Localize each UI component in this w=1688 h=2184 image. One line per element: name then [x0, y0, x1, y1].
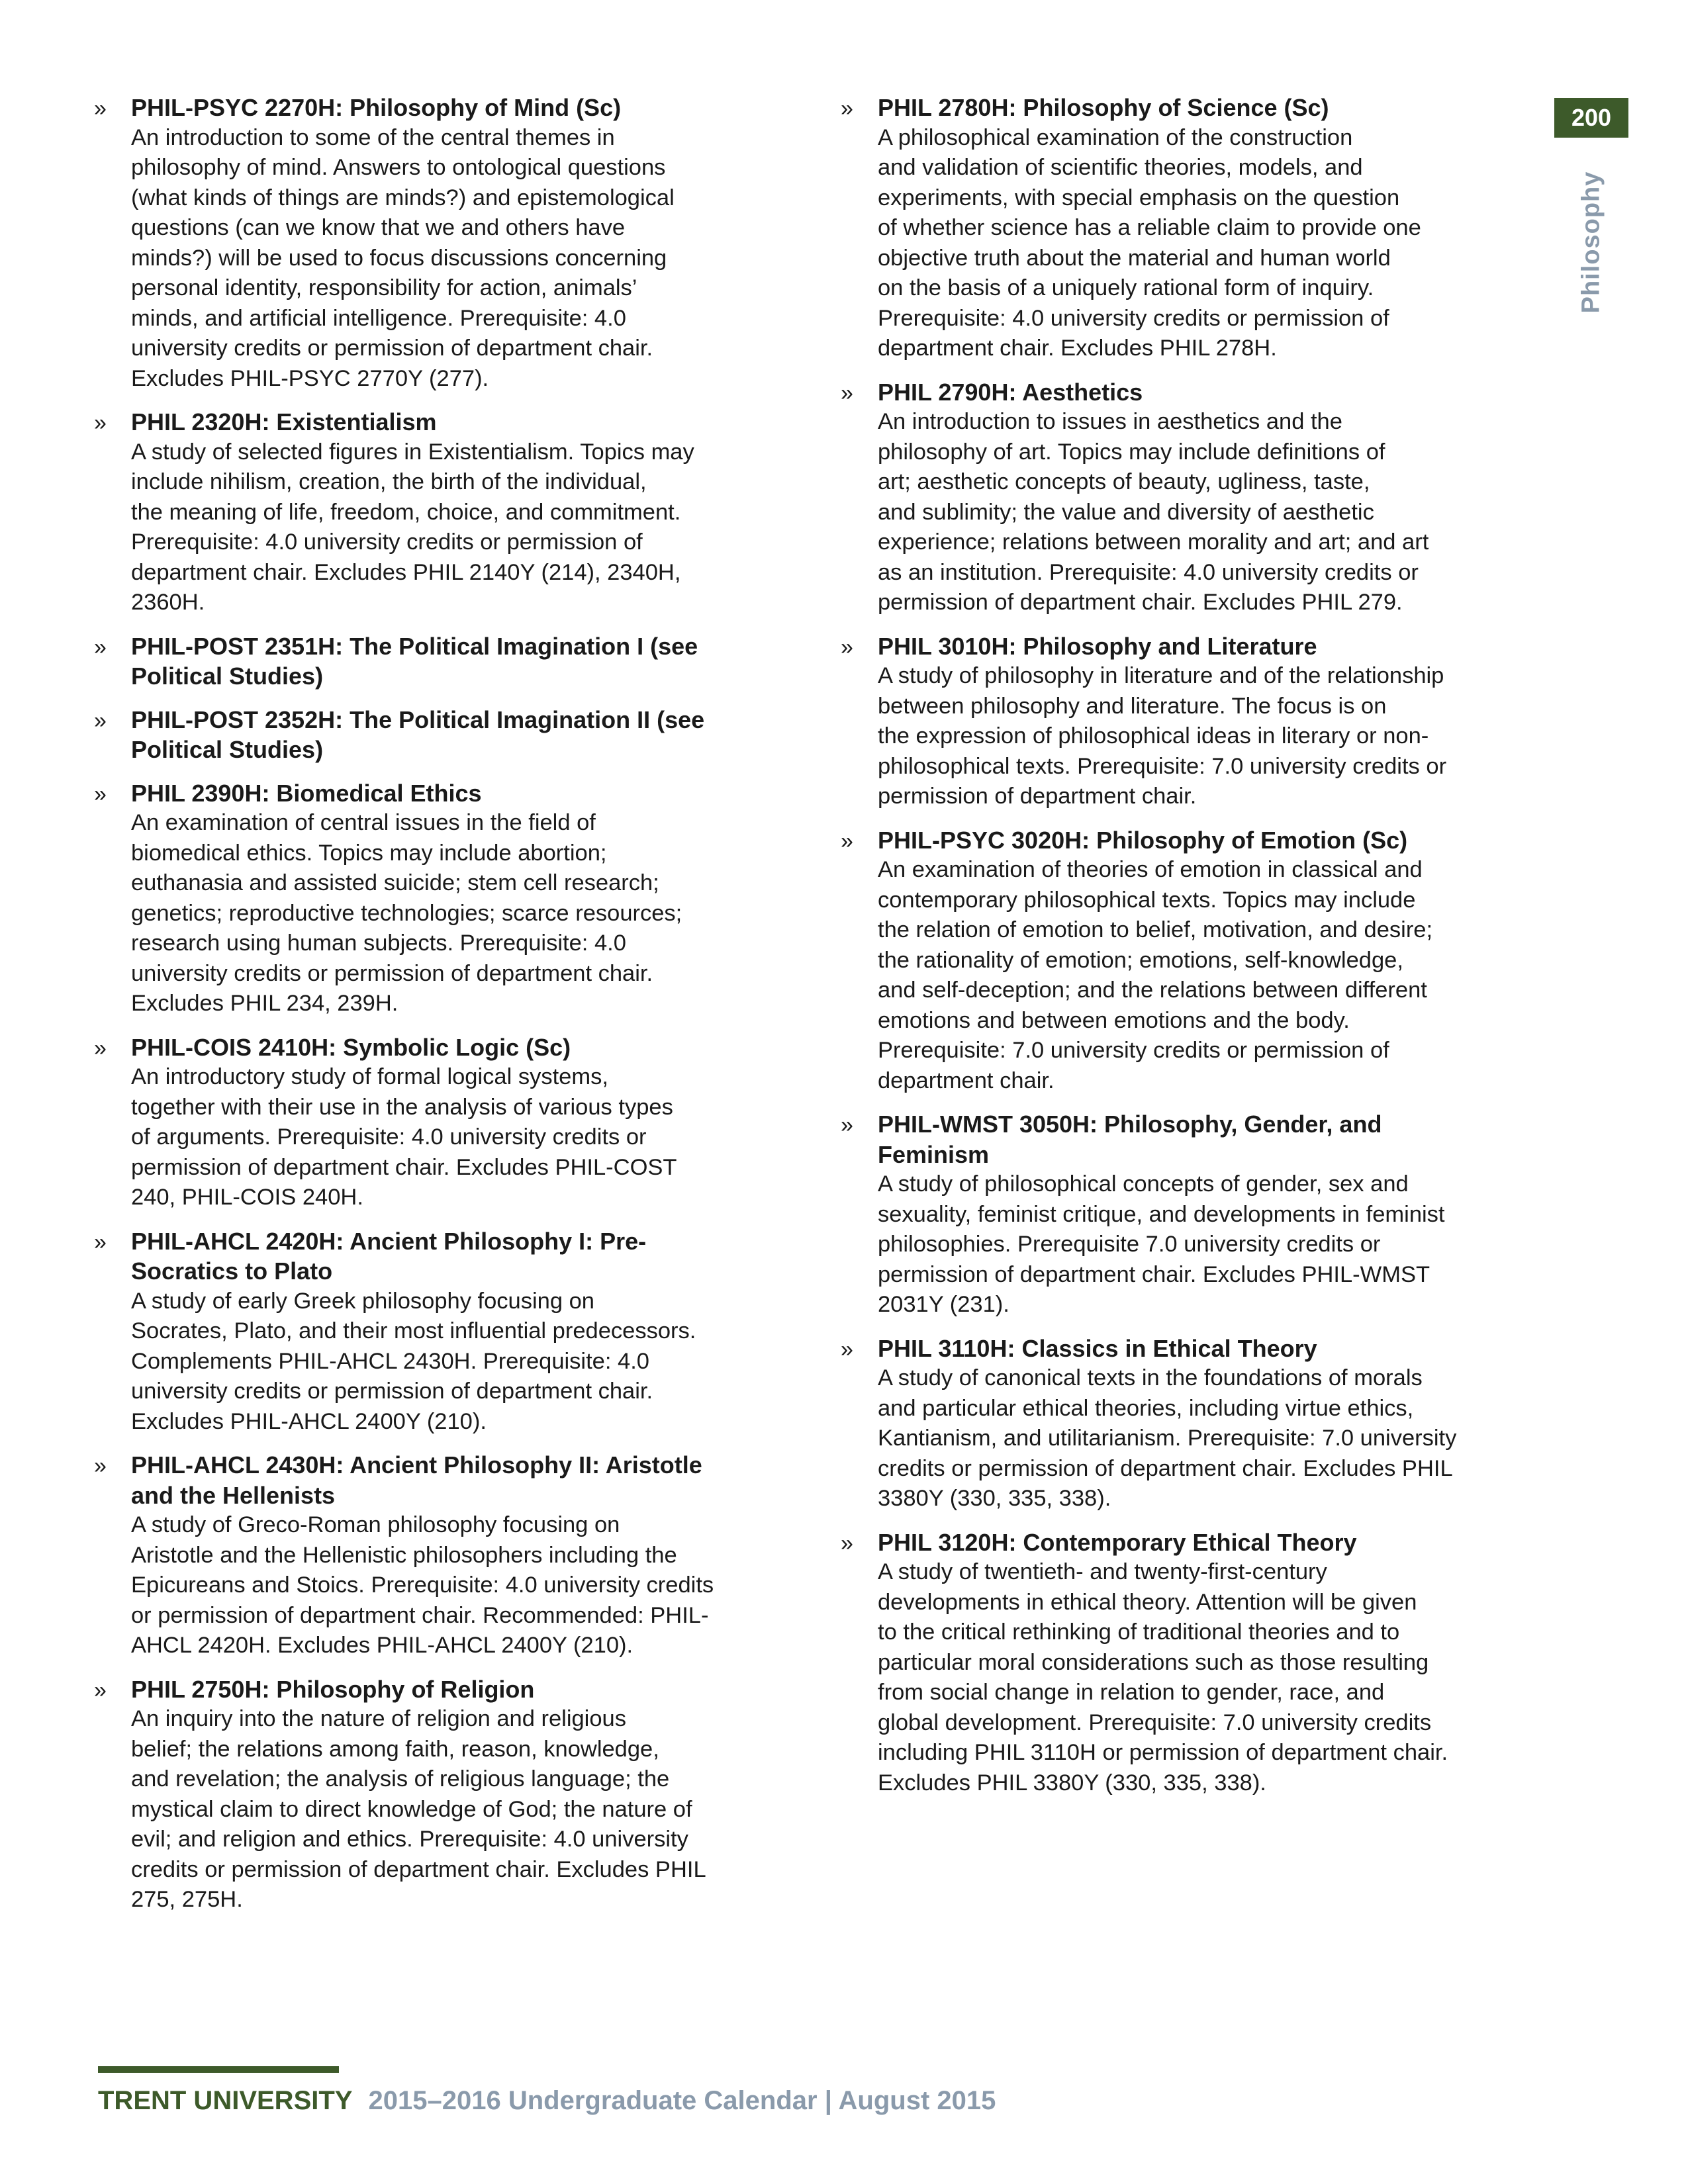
- course-description-line: credits or permission of department chair. Excludes PHIL: [131, 1856, 706, 1882]
- course-description-line: minds?) will be used to focus discussions concerning: [131, 245, 667, 271]
- course-description-line: Prerequisite: 4.0 university credits or permission of: [878, 305, 1389, 331]
- course-description-line: A study of twentieth- and twenty-first-century: [878, 1559, 1327, 1584]
- course-entry: [839, 631, 1552, 812]
- course-description-line: department chair. Excludes PHIL 2140Y (214), 2340H,: [131, 559, 681, 585]
- course-description-line: A study of philosophy in literature and of the relationship: [878, 663, 1444, 688]
- course-title: PHIL 3110H: Classics in Ethical Theory: [878, 1334, 1317, 1362]
- course-description-line: and revelation; the analysis of religious language; the: [131, 1766, 670, 1792]
- course-title: PHIL-WMST 3050H: Philosophy, Gender, and: [878, 1111, 1382, 1138]
- course-entry: [93, 1450, 801, 1661]
- course-description-line: 2360H.: [131, 590, 205, 615]
- course-description-line: and self-deception; and the relations between different: [878, 978, 1427, 1003]
- course-description-line: biomedical ethics. Topics may include abortion;: [131, 840, 607, 866]
- course-description-line: Kantianism, and utilitarianism. Prerequisite: 7.0 university: [878, 1426, 1457, 1451]
- bullet-icon: »: [94, 96, 107, 121]
- left-column: [93, 93, 801, 1929]
- bullet-icon: »: [841, 634, 853, 660]
- course-description-line: Excludes PHIL-PSYC 2770Y (277).: [131, 365, 489, 391]
- course-description-line: Aristotle and the Hellenistic philosophers including the: [131, 1542, 677, 1568]
- course-description-line: Socrates, Plato, and their most influential predecessors.: [131, 1318, 696, 1343]
- course-description-line: A study of selected figures in Existentialism. Topics may: [131, 439, 694, 465]
- course-description-line: An examination of central issues in the field of: [131, 810, 596, 835]
- course-title: PHIL-AHCL 2420H: Ancient Philosophy I: Pre-: [131, 1227, 647, 1255]
- course-description-line: Complements PHIL-AHCL 2430H. Prerequisite: 4.0: [131, 1348, 649, 1374]
- course-description-line: and sublimity; the value and diversity of aesthetic: [878, 499, 1374, 525]
- course-description-line: together with their use in the analysis of various types: [131, 1094, 673, 1120]
- course-entry: [93, 705, 801, 765]
- course-description-line: the rationality of emotion; emotions, self-knowledge,: [878, 947, 1403, 973]
- course-description-line: philosophical texts. Prerequisite: 7.0 university credits or: [878, 753, 1447, 779]
- course-description-line: of arguments. Prerequisite: 4.0 university credits or: [131, 1124, 647, 1150]
- course-description-line: global development. Prerequisite: 7.0 university credits: [878, 1709, 1432, 1735]
- course-title: Political Studies): [131, 736, 324, 763]
- course-description-line: An examination of theories of emotion in classical and: [878, 857, 1423, 882]
- course-description-line: university credits or permission of department chair.: [131, 336, 653, 361]
- course-description-line: euthanasia and assisted suicide; stem cell research;: [131, 870, 659, 895]
- course-description-line: permission of department chair. Excludes PHIL 279.: [878, 590, 1403, 615]
- course-entry: [839, 1527, 1552, 1799]
- course-description-line: philosophies. Prerequisite 7.0 university credits or: [878, 1232, 1381, 1257]
- course-title: PHIL 3120H: Contemporary Ethical Theory: [878, 1528, 1357, 1556]
- course-description-line: philosophy of mind. Answers to ontological questions: [131, 155, 666, 180]
- footer: [98, 2086, 996, 2116]
- course-description-line: Prerequisite: 7.0 university credits or permission of: [878, 1038, 1389, 1063]
- course-description-line: personal identity, responsibility for action, animals’: [131, 275, 637, 300]
- course-description-line: Prerequisite: 4.0 university credits or permission of: [131, 529, 643, 555]
- footer-calendar: 2015–2016 Undergraduate Calendar | August 2015: [368, 2086, 996, 2115]
- course-description-line: objective truth about the material and human world: [878, 245, 1391, 271]
- bullet-icon: »: [94, 1677, 107, 1703]
- course-title: PHIL-PSYC 2270H: Philosophy of Mind (Sc): [131, 94, 622, 121]
- footer-university: TRENT UNIVERSITY: [98, 2086, 353, 2115]
- course-title: PHIL 2750H: Philosophy of Religion: [131, 1675, 535, 1703]
- bullet-icon: »: [841, 1113, 853, 1138]
- bullet-icon: »: [841, 380, 853, 406]
- course-description-line: A study of philosophical concepts of gender, sex and: [878, 1171, 1409, 1197]
- course-description-line: Excludes PHIL 3380Y (330, 335, 338).: [878, 1770, 1266, 1796]
- course-description-line: A study of Greco-Roman philosophy focusing on: [131, 1512, 620, 1537]
- course-description-line: 240, PHIL-COIS 240H.: [131, 1185, 363, 1210]
- course-title: PHIL-PSYC 3020H: Philosophy of Emotion (Sc): [878, 826, 1408, 854]
- bullet-icon: »: [94, 410, 107, 435]
- course-description-line: credits or permission of department chair. Excludes PHIL: [878, 1455, 1453, 1481]
- course-description-line: An introduction to some of the central themes in: [131, 124, 615, 150]
- course-description-line: 2031Y (231).: [878, 1292, 1009, 1317]
- course-description-line: An inquiry into the nature of religion and religious: [131, 1706, 626, 1731]
- course-description-line: 275, 275H.: [131, 1887, 243, 1912]
- course-description-line: of whether science has a reliable claim to provide one: [878, 215, 1421, 240]
- section-label: Philosophy: [1577, 171, 1605, 314]
- bullet-icon: »: [94, 1229, 107, 1255]
- course-entry: [839, 377, 1552, 618]
- course-description-line: the meaning of life, freedom, choice, and commitment.: [131, 499, 681, 525]
- course-description-line: A study of canonical texts in the foundations of morals: [878, 1365, 1423, 1390]
- right-column: [839, 93, 1552, 1811]
- bullet-icon: »: [94, 1453, 107, 1479]
- bullet-icon: »: [841, 1336, 853, 1362]
- course-description-line: An introductory study of formal logical systems,: [131, 1064, 608, 1089]
- course-description-line: philosophy of art. Topics may include definitions of: [878, 439, 1385, 465]
- page-number: 200: [1554, 98, 1628, 138]
- course-description-line: contemporary philosophical texts. Topics may include: [878, 887, 1416, 913]
- course-description-line: as an institution. Prerequisite: 4.0 university credits or: [878, 559, 1419, 585]
- course-description-line: 3380Y (330, 335, 338).: [878, 1486, 1111, 1511]
- course-entry: [93, 1674, 801, 1915]
- course-title: PHIL-POST 2352H: The Political Imagination II (see: [131, 705, 705, 733]
- course-description-line: permission of department chair. Excludes PHIL-COST: [131, 1154, 677, 1180]
- course-title: PHIL-COIS 2410H: Symbolic Logic (Sc): [131, 1033, 571, 1061]
- course-description-line: and particular ethical theories, including virtue ethics,: [878, 1395, 1414, 1421]
- course-entry: [93, 1032, 801, 1213]
- course-description-line: art; aesthetic concepts of beauty, ugliness, taste,: [878, 469, 1370, 494]
- course-description-line: developments in ethical theory. Attention will be given: [878, 1589, 1417, 1615]
- course-description-line: include nihilism, creation, the birth of the individual,: [131, 469, 647, 494]
- course-description-line: the expression of philosophical ideas in literary or non-: [878, 723, 1429, 749]
- bullet-icon: »: [841, 828, 853, 854]
- course-description-line: questions (can we know that we and others have: [131, 215, 626, 240]
- bullet-icon: »: [841, 1530, 853, 1556]
- course-entry: [839, 93, 1552, 364]
- course-entry: [93, 631, 801, 692]
- course-entry: [93, 778, 801, 1019]
- course-description-line: minds, and artificial intelligence. Prerequisite: 4.0: [131, 305, 626, 331]
- course-entry: [839, 1334, 1552, 1514]
- course-description-line: experience; relations between morality and art; and art: [878, 529, 1429, 555]
- course-description-line: mystical claim to direct knowledge of God; the nature of: [131, 1796, 692, 1822]
- course-description-line: Excludes PHIL-AHCL 2400Y (210).: [131, 1408, 487, 1434]
- course-description-line: university credits or permission of department chair.: [131, 1379, 653, 1404]
- course-entry: [839, 825, 1552, 1097]
- course-description-line: (what kinds of things are minds?) and epistemological: [131, 185, 675, 210]
- course-description-line: university credits or permission of department chair.: [131, 960, 653, 986]
- bullet-icon: »: [94, 1035, 107, 1061]
- course-title: and the Hellenists: [131, 1481, 336, 1509]
- course-description-line: An introduction to issues in aesthetics and the: [878, 409, 1342, 434]
- course-title: Socratics to Plato: [131, 1257, 333, 1285]
- course-description-line: experiments, with special emphasis on the question: [878, 185, 1400, 210]
- course-description-line: sexuality, feminist critique, and developments in feminist: [878, 1201, 1445, 1227]
- course-description-line: research using human subjects. Prerequisite: 4.0: [131, 931, 626, 956]
- course-description-line: A study of early Greek philosophy focusing on: [131, 1288, 594, 1314]
- course-description-line: department chair.: [878, 1068, 1055, 1093]
- course-description-line: AHCL 2420H. Excludes PHIL-AHCL 2400Y (210).: [131, 1633, 633, 1658]
- course-title: PHIL 2390H: Biomedical Ethics: [131, 779, 482, 807]
- course-title: Feminism: [878, 1140, 990, 1168]
- course-description-line: including PHIL 3110H or permission of department chair.: [878, 1740, 1448, 1765]
- course-description-line: emotions and between emotions and the body.: [878, 1007, 1350, 1033]
- course-description-line: to the critical rethinking of traditional theories and to: [878, 1619, 1400, 1645]
- course-description-line: evil; and religion and ethics. Prerequisite: 4.0 university: [131, 1827, 688, 1852]
- bullet-icon: »: [94, 781, 107, 807]
- course-description-line: on the basis of a uniquely rational form of inquiry.: [878, 275, 1374, 300]
- course-description-line: between philosophy and literature. The focus is on: [878, 693, 1387, 719]
- course-title: PHIL-POST 2351H: The Political Imagination I (see: [131, 632, 698, 660]
- footer-rule: [98, 2066, 339, 2073]
- course-description-line: and validation of scientific theories, models, and: [878, 155, 1363, 180]
- course-title: PHIL 2320H: Existentialism: [131, 408, 437, 435]
- course-description-line: Excludes PHIL 234, 239H.: [131, 991, 399, 1016]
- course-description-line: or permission of department chair. Recommended: PHIL-: [131, 1602, 709, 1628]
- course-description-line: particular moral considerations such as those resulting: [878, 1649, 1429, 1675]
- course-entry: [93, 1226, 801, 1437]
- course-description-line: from social change in relation to gender, race, and: [878, 1680, 1385, 1705]
- course-title: PHIL 3010H: Philosophy and Literature: [878, 632, 1317, 660]
- course-title: PHIL 2780H: Philosophy of Science (Sc): [878, 94, 1329, 121]
- course-description-line: permission of department chair. Excludes PHIL-WMST: [878, 1261, 1430, 1287]
- course-description-line: Epicureans and Stoics. Prerequisite: 4.0 university credits: [131, 1572, 714, 1598]
- course-entry: [839, 1109, 1552, 1320]
- course-title: PHIL-AHCL 2430H: Ancient Philosophy II: Aristotle: [131, 1451, 702, 1479]
- bullet-icon: »: [94, 634, 107, 660]
- course-description-line: belief; the relations among faith, reason, knowledge,: [131, 1736, 659, 1762]
- course-description-line: genetics; reproductive technologies; scarce resources;: [131, 900, 682, 926]
- course-description-line: the relation of emotion to belief, motivation, and desire;: [878, 917, 1433, 942]
- course-title: PHIL 2790H: Aesthetics: [878, 378, 1143, 406]
- course-title: Political Studies): [131, 662, 324, 690]
- course-description-line: permission of department chair.: [878, 784, 1197, 809]
- bullet-icon: »: [94, 707, 107, 733]
- course-description-line: A philosophical examination of the construction: [878, 124, 1353, 150]
- course-description-line: department chair. Excludes PHIL 278H.: [878, 336, 1277, 361]
- course-entry: [93, 407, 801, 618]
- course-entry: [93, 93, 801, 394]
- bullet-icon: »: [841, 96, 853, 121]
